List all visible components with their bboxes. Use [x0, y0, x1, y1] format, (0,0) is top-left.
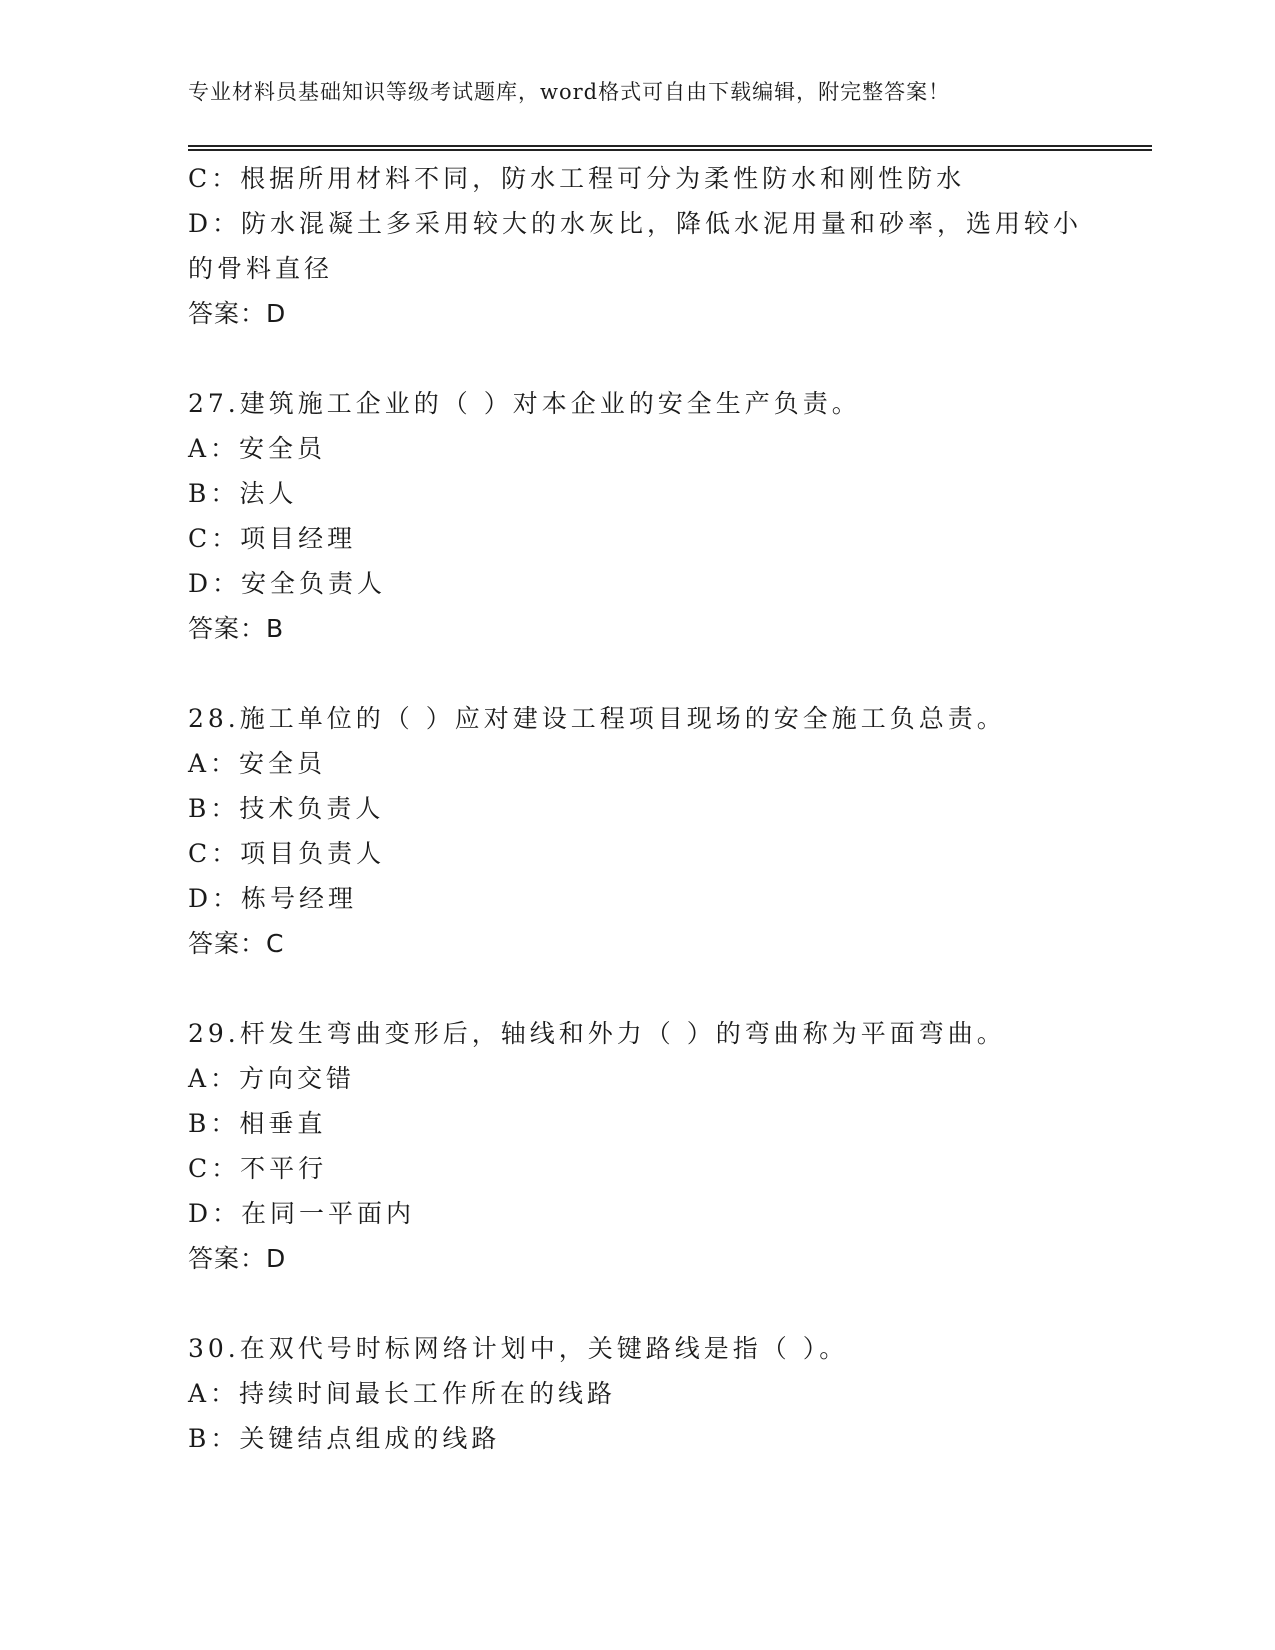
option-b: B：技术负责人: [188, 794, 385, 823]
option-c: C：项目负责人: [188, 839, 386, 868]
option-b: B：法人: [188, 479, 298, 508]
option-a: A：持续时间最长工作所在的线路: [188, 1379, 617, 1408]
answer: 答案：D: [188, 1244, 287, 1273]
option-a: A：安全员: [188, 749, 327, 778]
answer: 答案：C: [188, 929, 285, 958]
option-a: A：方向交错: [188, 1064, 356, 1093]
question-stem: 30.在双代号时标网络计划中，关键路线是指（ ）。: [188, 1334, 849, 1363]
option-c: C：不平行: [188, 1154, 328, 1183]
option-b: B：关键结点组成的线路: [188, 1424, 501, 1453]
option-b: B：相垂直: [188, 1109, 327, 1138]
question-27: [188, 381, 1088, 651]
option-c: C：项目经理: [188, 524, 357, 553]
question-29: [188, 1011, 1088, 1281]
option-d: D：在同一平面内: [188, 1199, 416, 1228]
answer: 答案：B: [188, 614, 285, 643]
option-d: D：防水混凝土多采用较大的水灰比，降低水泥用量和砂率，选用较小: [188, 209, 1083, 238]
option-d-continuation: 的骨料直径: [188, 254, 334, 283]
question-stem: 29.杆发生弯曲变形后，轴线和外力（ ）的弯曲称为平面弯曲。: [188, 1019, 1006, 1048]
option-a: A：安全员: [188, 434, 327, 463]
question-28: [188, 696, 1088, 966]
question-26-fragment: [188, 156, 1088, 336]
question-stem: 27.建筑施工企业的（ ）对本企业的安全生产负责。: [188, 389, 861, 418]
question-30: [188, 1326, 1088, 1461]
option-d: D：安全负责人: [188, 569, 387, 598]
question-stem: 28.施工单位的（ ）应对建设工程项目现场的安全施工负总责。: [188, 704, 1006, 733]
answer: 答案：D: [188, 299, 287, 328]
option-c: C：根据所用材料不同，防水工程可分为柔性防水和刚性防水: [188, 164, 966, 193]
page-header: 专业材料员基础知识等级考试题库，word格式可自由下载编辑，附完整答案！: [188, 80, 951, 104]
header-divider: [188, 145, 1152, 151]
option-d: D：栋号经理: [188, 884, 358, 913]
question-list: [188, 156, 1088, 1461]
